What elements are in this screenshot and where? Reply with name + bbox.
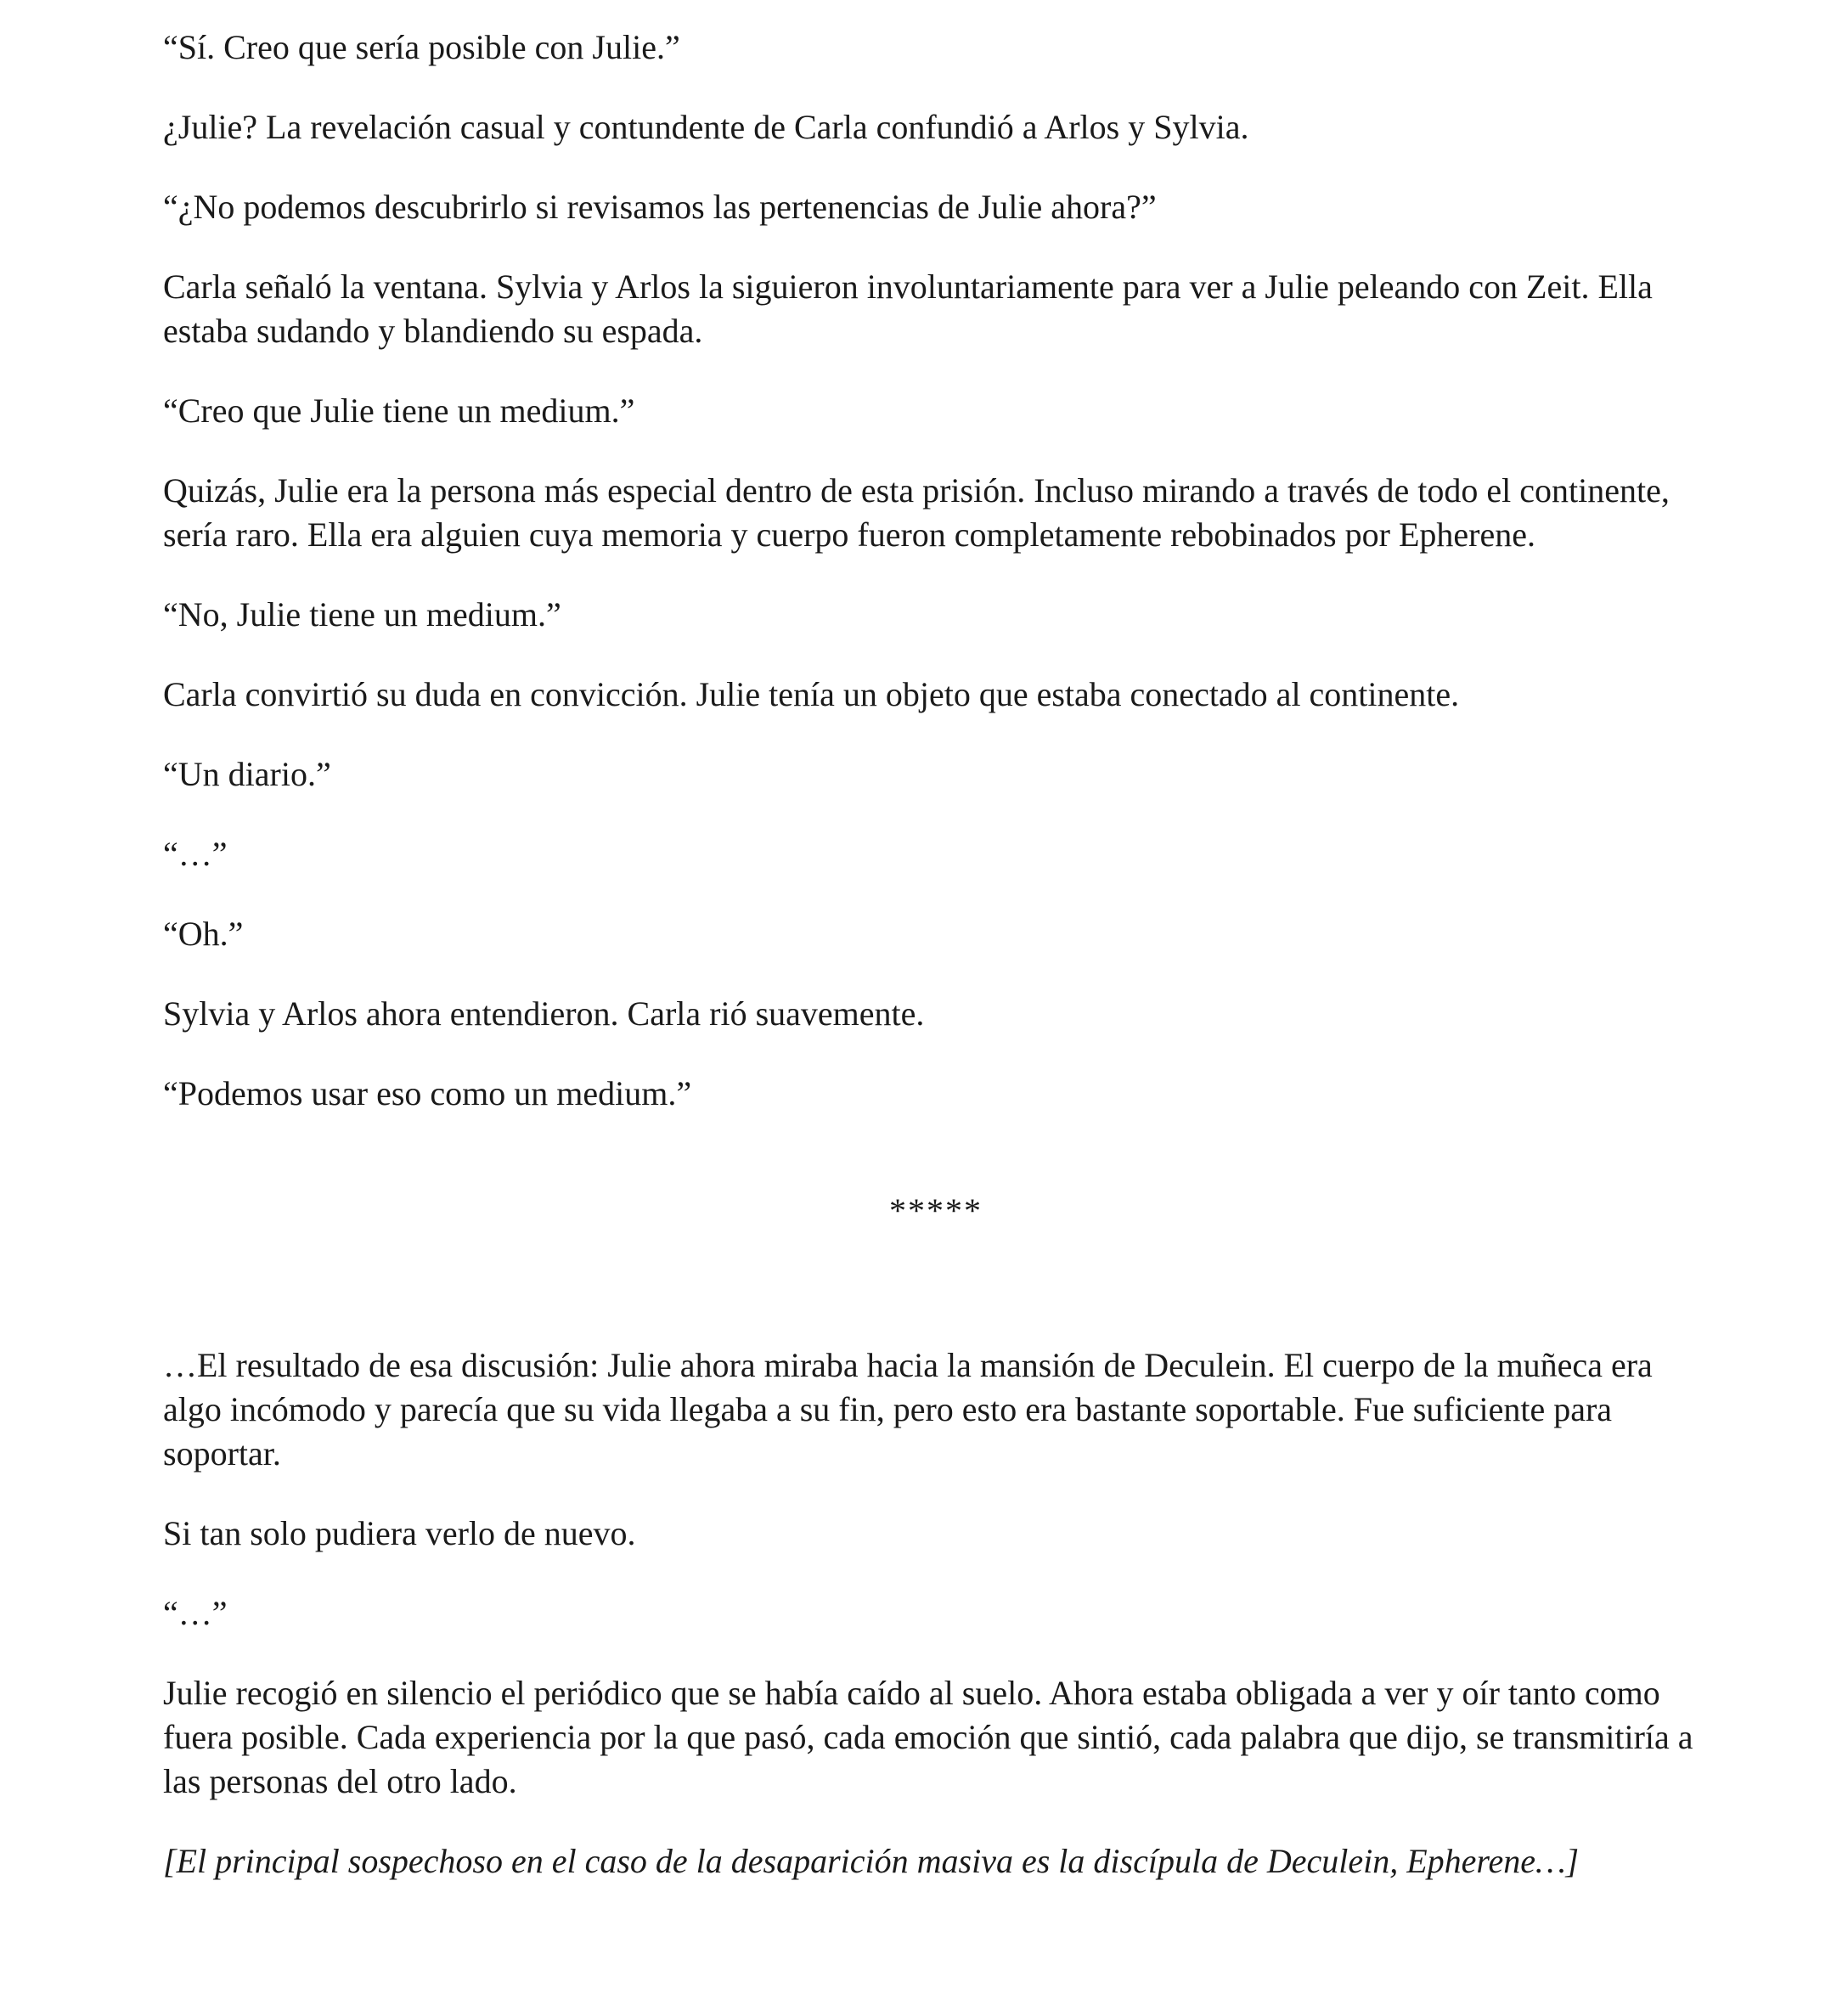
paragraph: …El resultado de esa discusión: Julie ahora miraba hacia la mansión de Deculein. El cuerpo de la muñeca era algo incómodo y parecía que su vida llegaba a su fin, pero esto era bastante soportable. Fue suficiente para soportar.: [163, 1346, 1653, 1473]
paragraph: Sylvia y Arlos ahora entendieron. Carla rió suavemente.: [163, 994, 925, 1033]
paragraph: Carla convirtió su duda en convicción. Julie tenía un objeto que estaba conectado al continente.: [163, 675, 1460, 713]
paragraph: “No, Julie tiene un medium.”: [163, 595, 561, 633]
paragraph: “Sí. Creo que sería posible con Julie.”: [163, 28, 680, 66]
paragraph: Julie recogió en silencio el periódico que se había caído al suelo. Ahora estaba obligada a ver y oír tanto como fuera posible. Cada experiencia por la que pasó, cada emoción que sintió, cada palabra que dijo, se transmitiría a las personas del otro lado.: [163, 1674, 1693, 1800]
paragraph: “…”: [163, 835, 228, 873]
paragraph: “…”: [163, 1594, 228, 1632]
paragraph: ¿Julie? La revelación casual y contundente de Carla confundió a Arlos y Sylvia.: [163, 108, 1249, 146]
paragraph: Carla señaló la ventana. Sylvia y Arlos la siguieron involuntariamente para ver a Julie peleando con Zeit. Ella estaba sudando y blandiendo su espada.: [163, 267, 1653, 350]
paragraph: Quizás, Julie era la persona más especial dentro de esta prisión. Incluso mirando a través de todo el continente, sería raro. Ella era alguien cuya memoria y cuerpo fueron completamente rebobinados por Epherene.: [163, 471, 1670, 554]
closing-italic-paragraph: [El principal sospechoso en el caso de la desaparición masiva es la discípula de Deculein, Epherene…]: [163, 1842, 1580, 1880]
paragraph: “Oh.”: [163, 915, 244, 953]
paragraph: Si tan solo pudiera verlo de nuevo.: [163, 1514, 636, 1552]
section-separator: *****: [889, 1191, 983, 1230]
document-page: [163, 25, 1709, 1919]
paragraph: “Creo que Julie tiene un medium.”: [163, 391, 635, 430]
paragraph: “Un diario.”: [163, 755, 331, 793]
paragraph: “Podemos usar eso como un medium.”: [163, 1074, 692, 1112]
paragraph: “¿No podemos descubrirlo si revisamos las pertenencias de Julie ahora?”: [163, 188, 1157, 226]
